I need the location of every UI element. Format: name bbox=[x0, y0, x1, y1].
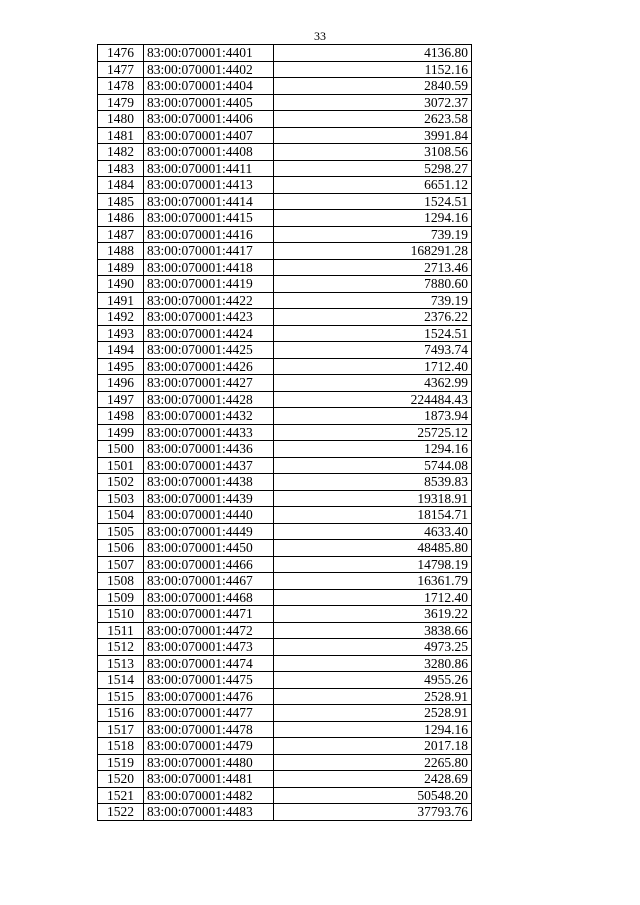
table-row bbox=[98, 127, 472, 144]
cadastral-number-cell: 83:00:070001:4477 bbox=[144, 705, 274, 722]
table-row bbox=[98, 738, 472, 755]
cadastral-number-cell: 83:00:070001:4406 bbox=[144, 111, 274, 128]
cadastral-number-cell: 83:00:070001:4426 bbox=[144, 358, 274, 375]
cadastral-number-cell: 83:00:070001:4408 bbox=[144, 144, 274, 161]
row-number-cell: 1492 bbox=[98, 309, 144, 326]
row-number-cell: 1520 bbox=[98, 771, 144, 788]
cadastral-number-cell: 83:00:070001:4423 bbox=[144, 309, 274, 326]
table-row bbox=[98, 144, 472, 161]
cadastral-number-cell: 83:00:070001:4475 bbox=[144, 672, 274, 689]
area-value-cell: 4362.99 bbox=[274, 375, 472, 392]
cadastral-number-cell: 83:00:070001:4466 bbox=[144, 556, 274, 573]
table-row bbox=[98, 490, 472, 507]
cadastral-number-cell: 83:00:070001:4474 bbox=[144, 655, 274, 672]
cadastral-number-cell: 83:00:070001:4478 bbox=[144, 721, 274, 738]
area-value-cell: 2265.80 bbox=[274, 754, 472, 771]
cadastral-number-cell: 83:00:070001:4419 bbox=[144, 276, 274, 293]
area-value-cell: 50548.20 bbox=[274, 787, 472, 804]
cadastral-number-cell: 83:00:070001:4422 bbox=[144, 292, 274, 309]
cadastral-number-cell: 83:00:070001:4481 bbox=[144, 771, 274, 788]
cadastral-number-cell: 83:00:070001:4411 bbox=[144, 160, 274, 177]
cadastral-number-cell: 83:00:070001:4401 bbox=[144, 45, 274, 62]
cadastral-number-cell: 83:00:070001:4414 bbox=[144, 193, 274, 210]
area-value-cell: 1524.51 bbox=[274, 193, 472, 210]
cadastral-number-cell: 83:00:070001:4404 bbox=[144, 78, 274, 95]
area-value-cell: 1524.51 bbox=[274, 325, 472, 342]
table-row bbox=[98, 94, 472, 111]
area-value-cell: 3991.84 bbox=[274, 127, 472, 144]
table-row bbox=[98, 754, 472, 771]
row-number-cell: 1482 bbox=[98, 144, 144, 161]
row-number-cell: 1500 bbox=[98, 441, 144, 458]
area-value-cell: 1294.16 bbox=[274, 210, 472, 227]
table-row bbox=[98, 556, 472, 573]
row-number-cell: 1511 bbox=[98, 622, 144, 639]
table-row bbox=[98, 606, 472, 623]
row-number-cell: 1515 bbox=[98, 688, 144, 705]
table-row bbox=[98, 688, 472, 705]
table-row bbox=[98, 226, 472, 243]
row-number-cell: 1481 bbox=[98, 127, 144, 144]
table-row bbox=[98, 358, 472, 375]
table-row bbox=[98, 160, 472, 177]
area-value-cell: 2528.91 bbox=[274, 705, 472, 722]
cadastral-number-cell: 83:00:070001:4473 bbox=[144, 639, 274, 656]
cadastral-number-cell: 83:00:070001:4405 bbox=[144, 94, 274, 111]
row-number-cell: 1522 bbox=[98, 804, 144, 821]
area-value-cell: 168291.28 bbox=[274, 243, 472, 260]
table-row bbox=[98, 210, 472, 227]
area-value-cell: 4973.25 bbox=[274, 639, 472, 656]
cadastral-number-cell: 83:00:070001:4433 bbox=[144, 424, 274, 441]
cadastral-number-cell: 83:00:070001:4402 bbox=[144, 61, 274, 78]
cadastral-number-cell: 83:00:070001:4432 bbox=[144, 408, 274, 425]
table-row bbox=[98, 111, 472, 128]
row-number-cell: 1480 bbox=[98, 111, 144, 128]
area-value-cell: 1873.94 bbox=[274, 408, 472, 425]
row-number-cell: 1495 bbox=[98, 358, 144, 375]
row-number-cell: 1516 bbox=[98, 705, 144, 722]
cadastral-number-cell: 83:00:070001:4479 bbox=[144, 738, 274, 755]
area-value-cell: 8539.83 bbox=[274, 474, 472, 491]
row-number-cell: 1502 bbox=[98, 474, 144, 491]
row-number-cell: 1476 bbox=[98, 45, 144, 62]
row-number-cell: 1484 bbox=[98, 177, 144, 194]
row-number-cell: 1486 bbox=[98, 210, 144, 227]
table-row bbox=[98, 771, 472, 788]
table-row bbox=[98, 672, 472, 689]
cadastral-number-cell: 83:00:070001:4483 bbox=[144, 804, 274, 821]
row-number-cell: 1505 bbox=[98, 523, 144, 540]
cadastral-number-cell: 83:00:070001:4424 bbox=[144, 325, 274, 342]
cadastral-number-cell: 83:00:070001:4437 bbox=[144, 457, 274, 474]
row-number-cell: 1494 bbox=[98, 342, 144, 359]
table-row bbox=[98, 507, 472, 524]
row-number-cell: 1521 bbox=[98, 787, 144, 804]
table-row bbox=[98, 573, 472, 590]
row-number-cell: 1477 bbox=[98, 61, 144, 78]
cadastral-number-cell: 83:00:070001:4436 bbox=[144, 441, 274, 458]
area-value-cell: 1294.16 bbox=[274, 721, 472, 738]
row-number-cell: 1508 bbox=[98, 573, 144, 590]
table-row bbox=[98, 474, 472, 491]
cadastral-number-cell: 83:00:070001:4425 bbox=[144, 342, 274, 359]
table-row bbox=[98, 391, 472, 408]
area-value-cell: 1294.16 bbox=[274, 441, 472, 458]
cadastral-number-cell: 83:00:070001:4427 bbox=[144, 375, 274, 392]
area-value-cell: 2623.58 bbox=[274, 111, 472, 128]
row-number-cell: 1487 bbox=[98, 226, 144, 243]
table-row bbox=[98, 259, 472, 276]
table-row bbox=[98, 193, 472, 210]
area-value-cell: 4955.26 bbox=[274, 672, 472, 689]
row-number-cell: 1485 bbox=[98, 193, 144, 210]
row-number-cell: 1496 bbox=[98, 375, 144, 392]
table-row bbox=[98, 276, 472, 293]
table-row bbox=[98, 721, 472, 738]
cadastral-number-cell: 83:00:070001:4416 bbox=[144, 226, 274, 243]
table-row bbox=[98, 705, 472, 722]
table-row bbox=[98, 804, 472, 821]
cadastral-number-cell: 83:00:070001:4417 bbox=[144, 243, 274, 260]
cadastral-number-cell: 83:00:070001:4482 bbox=[144, 787, 274, 804]
area-value-cell: 3108.56 bbox=[274, 144, 472, 161]
row-number-cell: 1504 bbox=[98, 507, 144, 524]
area-value-cell: 14798.19 bbox=[274, 556, 472, 573]
area-value-cell: 6651.12 bbox=[274, 177, 472, 194]
table-row bbox=[98, 441, 472, 458]
cadastral-number-cell: 83:00:070001:4440 bbox=[144, 507, 274, 524]
area-value-cell: 37793.76 bbox=[274, 804, 472, 821]
row-number-cell: 1479 bbox=[98, 94, 144, 111]
area-value-cell: 2528.91 bbox=[274, 688, 472, 705]
table-row bbox=[98, 61, 472, 78]
row-number-cell: 1499 bbox=[98, 424, 144, 441]
row-number-cell: 1506 bbox=[98, 540, 144, 557]
table-row bbox=[98, 424, 472, 441]
cadastral-number-cell: 83:00:070001:4413 bbox=[144, 177, 274, 194]
row-number-cell: 1488 bbox=[98, 243, 144, 260]
table-row bbox=[98, 325, 472, 342]
cadastral-number-cell: 83:00:070001:4449 bbox=[144, 523, 274, 540]
area-value-cell: 2713.46 bbox=[274, 259, 472, 276]
area-value-cell: 5298.27 bbox=[274, 160, 472, 177]
table-row bbox=[98, 45, 472, 62]
area-value-cell: 1712.40 bbox=[274, 589, 472, 606]
row-number-cell: 1493 bbox=[98, 325, 144, 342]
table-row bbox=[98, 78, 472, 95]
row-number-cell: 1514 bbox=[98, 672, 144, 689]
row-number-cell: 1491 bbox=[98, 292, 144, 309]
table-row bbox=[98, 408, 472, 425]
cadastral-number-cell: 83:00:070001:4407 bbox=[144, 127, 274, 144]
cadastral-number-cell: 83:00:070001:4418 bbox=[144, 259, 274, 276]
cadastral-number-cell: 83:00:070001:4476 bbox=[144, 688, 274, 705]
area-value-cell: 3619.22 bbox=[274, 606, 472, 623]
row-number-cell: 1509 bbox=[98, 589, 144, 606]
cadastral-number-cell: 83:00:070001:4450 bbox=[144, 540, 274, 557]
cadastral-number-cell: 83:00:070001:4439 bbox=[144, 490, 274, 507]
area-value-cell: 2017.18 bbox=[274, 738, 472, 755]
table-row bbox=[98, 622, 472, 639]
table-row bbox=[98, 523, 472, 540]
table-row bbox=[98, 177, 472, 194]
area-value-cell: 48485.80 bbox=[274, 540, 472, 557]
table-row bbox=[98, 457, 472, 474]
area-value-cell: 18154.71 bbox=[274, 507, 472, 524]
cadastral-number-cell: 83:00:070001:4467 bbox=[144, 573, 274, 590]
area-value-cell: 3838.66 bbox=[274, 622, 472, 639]
area-value-cell: 2428.69 bbox=[274, 771, 472, 788]
table-row bbox=[98, 243, 472, 260]
row-number-cell: 1501 bbox=[98, 457, 144, 474]
area-value-cell: 7880.60 bbox=[274, 276, 472, 293]
row-number-cell: 1513 bbox=[98, 655, 144, 672]
row-number-cell: 1507 bbox=[98, 556, 144, 573]
table-row bbox=[98, 589, 472, 606]
row-number-cell: 1498 bbox=[98, 408, 144, 425]
cadastral-number-cell: 83:00:070001:4468 bbox=[144, 589, 274, 606]
table-row bbox=[98, 375, 472, 392]
row-number-cell: 1510 bbox=[98, 606, 144, 623]
table-row bbox=[98, 655, 472, 672]
page-number: 33 bbox=[314, 29, 326, 43]
row-number-cell: 1497 bbox=[98, 391, 144, 408]
table-row bbox=[98, 787, 472, 804]
parcel-table bbox=[97, 44, 472, 821]
area-value-cell: 224484.43 bbox=[274, 391, 472, 408]
row-number-cell: 1517 bbox=[98, 721, 144, 738]
row-number-cell: 1503 bbox=[98, 490, 144, 507]
row-number-cell: 1518 bbox=[98, 738, 144, 755]
cadastral-number-cell: 83:00:070001:4480 bbox=[144, 754, 274, 771]
area-value-cell: 5744.08 bbox=[274, 457, 472, 474]
row-number-cell: 1490 bbox=[98, 276, 144, 293]
cadastral-number-cell: 83:00:070001:4472 bbox=[144, 622, 274, 639]
area-value-cell: 19318.91 bbox=[274, 490, 472, 507]
table-row bbox=[98, 540, 472, 557]
area-value-cell: 4633.40 bbox=[274, 523, 472, 540]
area-value-cell: 1152.16 bbox=[274, 61, 472, 78]
area-value-cell: 739.19 bbox=[274, 226, 472, 243]
area-value-cell: 16361.79 bbox=[274, 573, 472, 590]
cadastral-number-cell: 83:00:070001:4438 bbox=[144, 474, 274, 491]
area-value-cell: 2840.59 bbox=[274, 78, 472, 95]
cadastral-number-cell: 83:00:070001:4471 bbox=[144, 606, 274, 623]
area-value-cell: 3280.86 bbox=[274, 655, 472, 672]
table-row bbox=[98, 309, 472, 326]
row-number-cell: 1478 bbox=[98, 78, 144, 95]
table-row bbox=[98, 342, 472, 359]
row-number-cell: 1512 bbox=[98, 639, 144, 656]
table-row bbox=[98, 639, 472, 656]
area-value-cell: 7493.74 bbox=[274, 342, 472, 359]
row-number-cell: 1489 bbox=[98, 259, 144, 276]
area-value-cell: 1712.40 bbox=[274, 358, 472, 375]
area-value-cell: 2376.22 bbox=[274, 309, 472, 326]
area-value-cell: 739.19 bbox=[274, 292, 472, 309]
cadastral-number-cell: 83:00:070001:4415 bbox=[144, 210, 274, 227]
row-number-cell: 1519 bbox=[98, 754, 144, 771]
table-row bbox=[98, 292, 472, 309]
area-value-cell: 4136.80 bbox=[274, 45, 472, 62]
row-number-cell: 1483 bbox=[98, 160, 144, 177]
cadastral-number-cell: 83:00:070001:4428 bbox=[144, 391, 274, 408]
area-value-cell: 25725.12 bbox=[274, 424, 472, 441]
area-value-cell: 3072.37 bbox=[274, 94, 472, 111]
